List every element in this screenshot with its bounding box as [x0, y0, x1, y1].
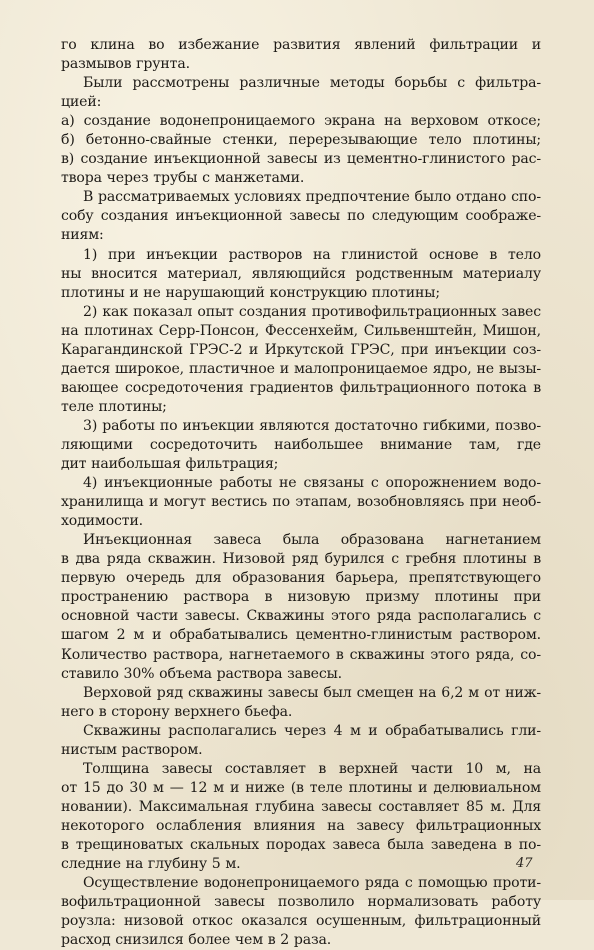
text-line: 3) работы по инъекции являются достаточно гибкими, позво- [83, 417, 541, 434]
text-line: в два ряда скважин. Низовой ряд бурился с гребня плотины в [61, 551, 541, 568]
text-line: вающее сосредоточения градиентов фильтрационного потока в [61, 379, 541, 396]
text-line: на плотинах Серр-Понсон, Фессенхейм, Сильвенштейн, Мишон, [61, 322, 541, 339]
text-line: теле плотины; [61, 398, 167, 415]
text-line: В рассматриваемых условиях предпочтение было отдано спо- [83, 189, 541, 206]
text-line: новании). Максимальная глубина завесы составляет 85 м. Для [61, 798, 541, 815]
text-line: ниям: [61, 227, 104, 244]
body-text [61, 36, 541, 950]
text-line: размывов грунта. [61, 56, 190, 73]
text-line: следние на глубину 5 м. [61, 856, 241, 873]
text-line: в трещиноватых скальных породах завеса была заведена в по- [61, 836, 541, 853]
text-line: плотины и не нарушающий конструкцию плотины; [61, 284, 440, 301]
text-line: ляющими сосредоточить наибольшее внимание там, где [61, 436, 541, 453]
text-line: ходимости. [61, 513, 144, 530]
text-line: вофильтрационной завесы позволило нормализовать работу [61, 894, 541, 911]
text-line: б) бетонно-свайные стенки, перерезывающие тело плотины; [61, 132, 541, 149]
text-line: него в сторону верхнего бьефа. [61, 703, 293, 720]
text-line: собу создания инъекционной завесы по следующим соображе- [61, 208, 541, 225]
text-line: роузла: низовой откос оказался осушенным, фильтрационный [61, 913, 541, 930]
text-line: расход снизился более чем в 2 раза. [61, 932, 332, 949]
text-line: Толщина завесы составляет в верхней части 10 м, на [83, 760, 541, 777]
text-line: Инъекционная завеса была образована нагнетанием [83, 532, 541, 549]
text-line: Количество раствора, нагнетаемого в скважины этого ряда, со- [61, 646, 541, 663]
text-line: основной части завесы. Скважины этого ряда располагались с [61, 608, 541, 625]
text-line: хранилища и могут вестись по этапам, возобновляясь при необ- [61, 494, 541, 511]
text-line: Осуществление водонепроницаемого ряда с помощью проти- [83, 875, 541, 892]
text-line: первую очередь для образования барьера, препятствующего [61, 570, 541, 587]
text-line: цией: [61, 94, 102, 111]
text-line: в) создание инъекционной завесы из цементно-глинистого рас- [61, 151, 541, 168]
text-line: от 15 до 30 м — 12 м и ниже (в теле плотины и делювиальном [61, 779, 541, 796]
text-line: ставило 30% объема раствора завесы. [61, 665, 343, 682]
text-line: Были рассмотрены различные методы борьбы с фильтра- [83, 75, 541, 92]
text-line: нистым раствором. [61, 741, 203, 758]
text-line: 1) при инъекции растворов на глинистой основе в тело [83, 246, 541, 263]
text-line: Верховой ряд скважины завесы был смещен на 6,2 м от ниж- [83, 684, 541, 701]
text-line: Карагандинской ГРЭС-2 и Иркутской ГРЭС, при инъекции соз- [61, 341, 541, 358]
text-line: дается широкое, пластичное и малопроницаемое ядро, не вызы- [61, 360, 541, 377]
text-line: 4) инъекционные работы не связаны с опорожнением водо- [83, 475, 541, 492]
text-line: ны вносится материал, являющийся родственным материалу [61, 265, 541, 282]
text-line: 2) как показал опыт создания противофильтрационных завес [83, 303, 541, 320]
text-line: дит наибольшая фильтрация; [61, 456, 279, 473]
text-line: Скважины располагались через 4 м и обрабатывались гли- [83, 722, 541, 739]
text-line: а) создание водонепроницаемого экрана на верховом откосе; [61, 113, 541, 130]
text-line: пространению раствора в низовую призму плотины при [61, 589, 541, 606]
page-number: 47 [516, 856, 533, 871]
text-line: го клина во избежание развития явлений фильтрации и [61, 37, 541, 53]
text-line: некоторого ослабления влияния на завесу фильтрационных [61, 817, 541, 834]
text-line: твора через трубы с манжетами. [61, 170, 305, 187]
text-line: шагом 2 м и обрабатывались цементно-глинистым раствором. [61, 627, 541, 644]
